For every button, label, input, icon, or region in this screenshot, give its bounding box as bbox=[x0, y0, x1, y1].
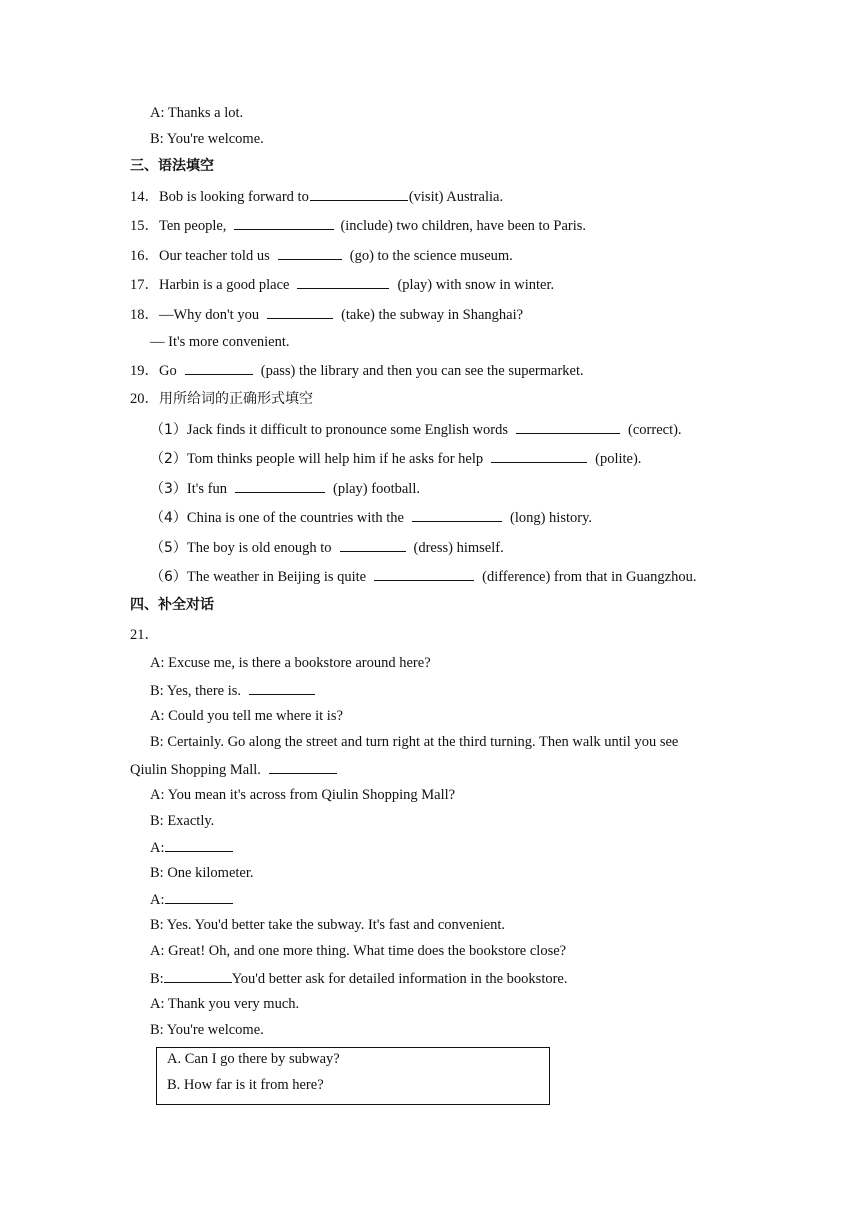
question-number: 14． bbox=[130, 189, 159, 205]
dialog-line: B: Certainly. Go along the street and turn right at the third turning. Then walk until you see bbox=[150, 734, 679, 750]
dialog-text: A: bbox=[150, 840, 165, 856]
answer-blank[interactable] bbox=[234, 215, 334, 230]
answer-blank[interactable] bbox=[164, 968, 232, 983]
question-text: Go bbox=[159, 363, 177, 379]
sub-question-1 bbox=[150, 419, 682, 440]
sub-text: (polite). bbox=[595, 451, 642, 467]
question-16 bbox=[130, 245, 513, 266]
sub-text: (dress) himself. bbox=[413, 540, 504, 556]
answer-blank[interactable] bbox=[165, 889, 233, 904]
answer-blank[interactable] bbox=[340, 537, 406, 552]
dialog-line bbox=[150, 837, 233, 858]
sub-number: （1） bbox=[150, 422, 187, 438]
dialog-line bbox=[150, 680, 315, 701]
question-text: Our teacher told us bbox=[159, 248, 270, 264]
dialog-text: B: Yes, there is. bbox=[150, 683, 242, 699]
sub-text: The weather in Beijing is quite bbox=[186, 569, 367, 585]
sub-number: （4） bbox=[150, 510, 187, 526]
dialog-line: A: Could you tell me where it is? bbox=[150, 708, 343, 724]
dialog-line bbox=[150, 968, 567, 989]
question-text: (take) the subway in Shanghai? bbox=[341, 307, 524, 323]
answer-blank[interactable] bbox=[374, 566, 474, 581]
answer-blank[interactable] bbox=[491, 448, 587, 463]
question-15 bbox=[130, 215, 586, 236]
question-text: Harbin is a good place bbox=[159, 277, 290, 293]
question-number: 16． bbox=[130, 248, 159, 264]
answer-blank[interactable] bbox=[185, 360, 253, 375]
sub-text: Jack finds it difficult to pronounce some English words bbox=[186, 422, 509, 438]
dialog-line: B: Exactly. bbox=[150, 813, 215, 829]
question-20-title: 用所给词的正确形式填空 bbox=[159, 391, 313, 407]
answer-blank[interactable] bbox=[310, 186, 408, 201]
dialog-line: A: Excuse me, is there a bookstore around here? bbox=[150, 655, 431, 671]
section-heading-grammar: 三、语法填空 bbox=[130, 158, 214, 174]
sub-text: China is one of the countries with the bbox=[186, 510, 404, 526]
question-21-number: 21． bbox=[130, 627, 159, 643]
sub-text: (long) history. bbox=[509, 510, 593, 526]
option-a: A. Can I go there by subway? bbox=[167, 1051, 340, 1067]
sub-number: （2） bbox=[150, 451, 187, 467]
question-text: (visit) Australia. bbox=[408, 189, 504, 205]
question-text: —Why don't you bbox=[159, 307, 260, 323]
dialog-line: B: One kilometer. bbox=[150, 865, 254, 881]
question-18 bbox=[130, 304, 523, 325]
dialog-line bbox=[130, 759, 337, 780]
question-number: 15． bbox=[130, 218, 159, 234]
sub-question-2 bbox=[150, 448, 641, 469]
sub-number: （3） bbox=[150, 481, 187, 497]
question-text: Bob is looking forward to bbox=[159, 189, 309, 205]
answer-blank[interactable] bbox=[297, 274, 389, 289]
dialog-text: A: bbox=[150, 892, 165, 908]
sub-question-4 bbox=[150, 507, 592, 528]
dialog-line: A: Great! Oh, and one more thing. What time does the bookstore close? bbox=[150, 943, 567, 959]
question-19 bbox=[130, 360, 584, 381]
sub-number: （6） bbox=[150, 569, 187, 585]
dialog-text: B: bbox=[150, 971, 164, 987]
question-text: (include) two children, have been to Paris. bbox=[340, 218, 587, 234]
intro-line-b: B: You're welcome. bbox=[150, 131, 264, 147]
question-17 bbox=[130, 274, 554, 295]
sub-text: The boy is old enough to bbox=[186, 540, 332, 556]
question-text: Ten people, bbox=[159, 218, 227, 234]
sub-question-3 bbox=[150, 478, 420, 499]
answer-blank[interactable] bbox=[235, 478, 325, 493]
section-heading-dialog: 四、补全对话 bbox=[130, 597, 214, 613]
sub-text: Tom thinks people will help him if he asks for help bbox=[186, 451, 484, 467]
dialog-line: B: Yes. You'd better take the subway. It's fast and convenient. bbox=[150, 917, 506, 933]
answer-blank[interactable] bbox=[165, 837, 233, 852]
dialog-line: A: Thank you very much. bbox=[150, 996, 300, 1012]
question-20 bbox=[130, 389, 313, 409]
option-b: B. How far is it from here? bbox=[167, 1077, 324, 1093]
dialog-text: Qiulin Shopping Mall. bbox=[130, 762, 261, 778]
answer-blank[interactable] bbox=[278, 245, 342, 260]
question-text: (pass) the library and then you can see the supermarket. bbox=[260, 363, 584, 379]
question-number: 18． bbox=[130, 307, 159, 323]
answer-blank[interactable] bbox=[249, 680, 315, 695]
dialog-line: B: You're welcome. bbox=[150, 1022, 264, 1038]
answer-blank[interactable] bbox=[267, 304, 333, 319]
question-14 bbox=[130, 186, 503, 207]
question-text: (go) to the science museum. bbox=[349, 248, 513, 264]
answer-blank[interactable] bbox=[516, 419, 620, 434]
question-number: 17． bbox=[130, 277, 159, 293]
question-18-reply: — It's more convenient. bbox=[150, 334, 290, 350]
dialog-line bbox=[150, 889, 233, 910]
question-number: 20． bbox=[130, 391, 159, 407]
question-text: (play) with snow in winter. bbox=[397, 277, 555, 293]
sub-question-6 bbox=[150, 566, 696, 587]
sub-text: (difference) from that in Guangzhou. bbox=[482, 569, 697, 585]
dialog-line: A: You mean it's across from Qiulin Shopping Mall? bbox=[150, 787, 456, 803]
answer-blank[interactable] bbox=[269, 759, 337, 774]
intro-line-a: A: Thanks a lot. bbox=[150, 105, 244, 121]
sub-text: (play) football. bbox=[333, 481, 420, 497]
sub-number: （5） bbox=[150, 540, 187, 556]
sub-text: It's fun bbox=[186, 481, 227, 497]
dialog-text: You'd better ask for detailed information in the bookstore. bbox=[231, 971, 568, 987]
answer-blank[interactable] bbox=[412, 507, 502, 522]
question-number: 19． bbox=[130, 363, 159, 379]
sub-question-5 bbox=[150, 537, 504, 558]
sub-text: (correct). bbox=[628, 422, 682, 438]
